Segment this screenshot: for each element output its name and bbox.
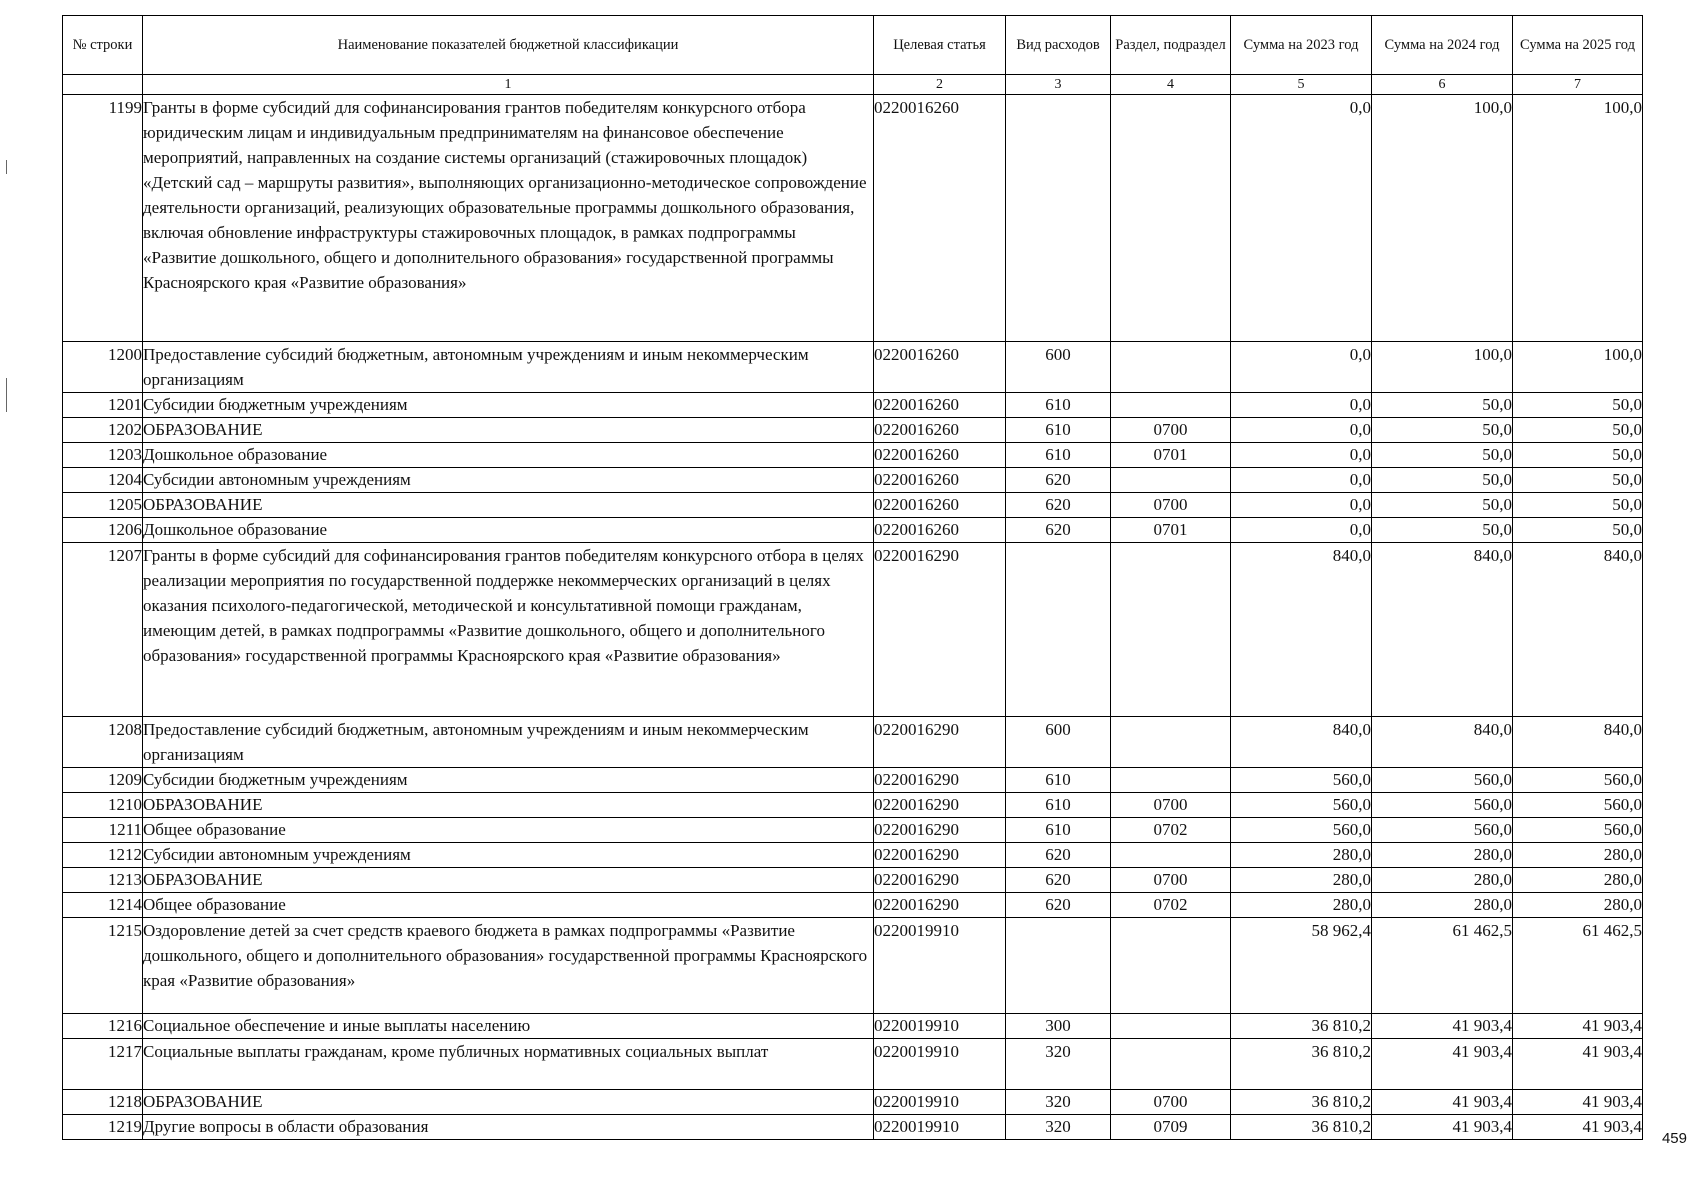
row-number: 1213	[63, 868, 143, 893]
row-sum-2025: 840,0	[1513, 717, 1643, 768]
row-section	[1111, 717, 1231, 768]
row-target-code: 0220019910	[874, 1039, 1006, 1090]
row-target-code: 0220016260	[874, 518, 1006, 543]
row-number: 1215	[63, 918, 143, 1014]
row-section: 0700	[1111, 793, 1231, 818]
row-sum-2025: 41 903,4	[1513, 1090, 1643, 1115]
row-sum-2025: 840,0	[1513, 543, 1643, 717]
row-section	[1111, 342, 1231, 393]
row-name: Социальные выплаты гражданам, кроме публичных нормативных социальных выплат	[143, 1039, 874, 1090]
row-number: 1202	[63, 418, 143, 443]
col-number: 1	[143, 75, 874, 95]
row-target-code: 0220016290	[874, 843, 1006, 868]
row-sum-2023: 0,0	[1231, 393, 1372, 418]
row-section	[1111, 1014, 1231, 1039]
row-sum-2024: 50,0	[1372, 493, 1513, 518]
row-sum-2023: 36 810,2	[1231, 1090, 1372, 1115]
row-sum-2024: 560,0	[1372, 793, 1513, 818]
row-sum-2025: 50,0	[1513, 418, 1643, 443]
row-section: 0701	[1111, 443, 1231, 468]
row-name: Социальное обеспечение и иные выплаты населению	[143, 1014, 874, 1039]
row-name: Субсидии бюджетным учреждениям	[143, 768, 874, 793]
row-number: 1200	[63, 342, 143, 393]
row-kind: 620	[1006, 893, 1111, 918]
row-target-code: 0220019910	[874, 918, 1006, 1014]
row-sum-2023: 560,0	[1231, 793, 1372, 818]
row-sum-2024: 840,0	[1372, 717, 1513, 768]
table-row	[63, 443, 1643, 468]
row-name: Дошкольное образование	[143, 443, 874, 468]
row-name: Другие вопросы в области образования	[143, 1115, 874, 1140]
row-number: 1201	[63, 393, 143, 418]
row-sum-2025: 560,0	[1513, 818, 1643, 843]
col-number: 5	[1231, 75, 1372, 95]
row-sum-2025: 61 462,5	[1513, 918, 1643, 1014]
table-row	[63, 493, 1643, 518]
row-name: Общее образование	[143, 893, 874, 918]
row-target-code: 0220016290	[874, 717, 1006, 768]
row-sum-2023: 0,0	[1231, 342, 1372, 393]
row-sum-2024: 41 903,4	[1372, 1090, 1513, 1115]
row-sum-2025: 41 903,4	[1513, 1115, 1643, 1140]
column-number-row	[63, 75, 1643, 95]
row-kind: 610	[1006, 768, 1111, 793]
row-name: ОБРАЗОВАНИЕ	[143, 793, 874, 818]
row-number: 1211	[63, 818, 143, 843]
row-section	[1111, 1039, 1231, 1090]
row-target-code: 0220019910	[874, 1090, 1006, 1115]
row-sum-2025: 280,0	[1513, 893, 1643, 918]
row-target-code: 0220019910	[874, 1014, 1006, 1039]
row-section	[1111, 543, 1231, 717]
row-name: Оздоровление детей за счет средств краевого бюджета в рамках подпрограммы «Развитие дошкольного, общего и дополнительного образования» государственной программы Красноярского края «Развитие образования»	[143, 918, 874, 1014]
row-sum-2025: 50,0	[1513, 493, 1643, 518]
row-sum-2024: 50,0	[1372, 418, 1513, 443]
row-kind: 610	[1006, 818, 1111, 843]
row-sum-2025: 560,0	[1513, 768, 1643, 793]
row-name: Общее образование	[143, 818, 874, 843]
row-section: 0700	[1111, 418, 1231, 443]
row-sum-2025: 280,0	[1513, 843, 1643, 868]
col-header-sum-2023: Сумма на 2023 год	[1231, 16, 1372, 75]
col-number: 6	[1372, 75, 1513, 95]
row-kind: 620	[1006, 518, 1111, 543]
table-row	[63, 893, 1643, 918]
table-row	[63, 868, 1643, 893]
table-row	[63, 1014, 1643, 1039]
row-sum-2023: 560,0	[1231, 768, 1372, 793]
col-header-row-no: № строки	[63, 16, 143, 75]
row-sum-2023: 840,0	[1231, 717, 1372, 768]
row-section: 0702	[1111, 893, 1231, 918]
row-sum-2023: 280,0	[1231, 843, 1372, 868]
row-kind: 320	[1006, 1115, 1111, 1140]
row-number: 1214	[63, 893, 143, 918]
row-kind: 610	[1006, 418, 1111, 443]
row-sum-2023: 0,0	[1231, 493, 1372, 518]
row-target-code: 0220016290	[874, 893, 1006, 918]
row-sum-2024: 280,0	[1372, 893, 1513, 918]
scan-mark-middle	[6, 378, 7, 412]
table-row	[63, 1039, 1643, 1090]
row-sum-2025: 100,0	[1513, 342, 1643, 393]
row-target-code: 0220016290	[874, 868, 1006, 893]
row-sum-2025: 50,0	[1513, 393, 1643, 418]
row-sum-2024: 560,0	[1372, 818, 1513, 843]
table-row	[63, 95, 1643, 342]
row-name: Предоставление субсидий бюджетным, автономным учреждениям и иным некоммерческим организациям	[143, 717, 874, 768]
row-name: ОБРАЗОВАНИЕ	[143, 868, 874, 893]
row-sum-2024: 560,0	[1372, 768, 1513, 793]
row-sum-2023: 58 962,4	[1231, 918, 1372, 1014]
col-header-sum-2025: Сумма на 2025 год	[1513, 16, 1643, 75]
row-number: 1209	[63, 768, 143, 793]
row-name: Дошкольное образование	[143, 518, 874, 543]
table-row	[63, 843, 1643, 868]
row-number: 1206	[63, 518, 143, 543]
row-sum-2025: 50,0	[1513, 518, 1643, 543]
row-section	[1111, 768, 1231, 793]
table-row	[63, 1115, 1643, 1140]
row-sum-2025: 280,0	[1513, 868, 1643, 893]
row-sum-2023: 0,0	[1231, 443, 1372, 468]
row-sum-2024: 50,0	[1372, 468, 1513, 493]
row-target-code: 0220016260	[874, 342, 1006, 393]
row-sum-2023: 0,0	[1231, 468, 1372, 493]
row-name: ОБРАЗОВАНИЕ	[143, 418, 874, 443]
row-name: Субсидии автономным учреждениям	[143, 468, 874, 493]
budget-sheet	[62, 15, 1642, 1140]
row-kind	[1006, 95, 1111, 342]
row-name: Гранты в форме субсидий для софинансирования грантов победителям конкурсного отбора в целях реализации мероприятия по государственной поддержке некоммерческих организаций в целях оказания психолого-педагогической, методической и консультативной помощи гражданам, имеющим детей, в рамках подпрограммы «Развитие дошкольного, общего и дополнительного образования» государственной программы Красноярского края «Развитие образования»	[143, 543, 874, 717]
row-target-code: 0220016290	[874, 543, 1006, 717]
row-number: 1217	[63, 1039, 143, 1090]
row-sum-2025: 41 903,4	[1513, 1014, 1643, 1039]
table-row	[63, 518, 1643, 543]
row-kind: 600	[1006, 717, 1111, 768]
row-name: ОБРАЗОВАНИЕ	[143, 1090, 874, 1115]
col-number: 7	[1513, 75, 1643, 95]
row-kind: 320	[1006, 1090, 1111, 1115]
row-number: 1203	[63, 443, 143, 468]
table-row	[63, 717, 1643, 768]
row-number: 1212	[63, 843, 143, 868]
row-number: 1207	[63, 543, 143, 717]
row-target-code: 0220016290	[874, 818, 1006, 843]
row-sum-2024: 50,0	[1372, 518, 1513, 543]
col-number: 4	[1111, 75, 1231, 95]
row-target-code: 0220016260	[874, 443, 1006, 468]
col-number: 2	[874, 75, 1006, 95]
row-sum-2023: 36 810,2	[1231, 1115, 1372, 1140]
row-target-code: 0220019910	[874, 1115, 1006, 1140]
row-sum-2024: 50,0	[1372, 393, 1513, 418]
row-target-code: 0220016260	[874, 418, 1006, 443]
table-row	[63, 393, 1643, 418]
row-sum-2023: 36 810,2	[1231, 1039, 1372, 1090]
row-number: 1218	[63, 1090, 143, 1115]
row-kind: 620	[1006, 493, 1111, 518]
row-sum-2023: 36 810,2	[1231, 1014, 1372, 1039]
scan-mark-top	[6, 160, 7, 174]
table-row	[63, 418, 1643, 443]
row-target-code: 0220016260	[874, 95, 1006, 342]
row-section: 0701	[1111, 518, 1231, 543]
table-row	[63, 793, 1643, 818]
row-sum-2023: 0,0	[1231, 95, 1372, 342]
row-kind: 600	[1006, 342, 1111, 393]
col-header-target: Целевая статья	[874, 16, 1006, 75]
row-kind	[1006, 918, 1111, 1014]
row-kind: 620	[1006, 868, 1111, 893]
row-number: 1199	[63, 95, 143, 342]
row-sum-2024: 100,0	[1372, 342, 1513, 393]
table-row	[63, 818, 1643, 843]
row-section	[1111, 393, 1231, 418]
row-kind: 300	[1006, 1014, 1111, 1039]
row-target-code: 0220016260	[874, 493, 1006, 518]
row-section	[1111, 918, 1231, 1014]
row-name: Субсидии автономным учреждениям	[143, 843, 874, 868]
row-sum-2025: 100,0	[1513, 95, 1643, 342]
row-sum-2025: 41 903,4	[1513, 1039, 1643, 1090]
row-sum-2024: 840,0	[1372, 543, 1513, 717]
row-target-code: 0220016260	[874, 468, 1006, 493]
row-sum-2024: 50,0	[1372, 443, 1513, 468]
row-target-code: 0220016290	[874, 793, 1006, 818]
col-header-section: Раздел, подраздел	[1111, 16, 1231, 75]
col-number: 3	[1006, 75, 1111, 95]
row-number: 1204	[63, 468, 143, 493]
row-sum-2023: 0,0	[1231, 418, 1372, 443]
col-header-sum-2024: Сумма на 2024 год	[1372, 16, 1513, 75]
row-number: 1210	[63, 793, 143, 818]
table-row	[63, 468, 1643, 493]
row-section: 0700	[1111, 493, 1231, 518]
row-sum-2024: 41 903,4	[1372, 1039, 1513, 1090]
row-name: Предоставление субсидий бюджетным, автономным учреждениям и иным некоммерческим организациям	[143, 342, 874, 393]
row-section	[1111, 95, 1231, 342]
row-kind: 320	[1006, 1039, 1111, 1090]
row-name: ОБРАЗОВАНИЕ	[143, 493, 874, 518]
row-section: 0700	[1111, 1090, 1231, 1115]
row-target-code: 0220016290	[874, 768, 1006, 793]
col-header-name: Наименование показателей бюджетной классификации	[143, 16, 874, 75]
row-sum-2024: 41 903,4	[1372, 1115, 1513, 1140]
row-sum-2025: 50,0	[1513, 443, 1643, 468]
col-number	[63, 75, 143, 95]
row-sum-2025: 50,0	[1513, 468, 1643, 493]
row-section	[1111, 843, 1231, 868]
row-kind: 610	[1006, 443, 1111, 468]
row-kind: 620	[1006, 843, 1111, 868]
table-row	[63, 768, 1643, 793]
row-sum-2025: 560,0	[1513, 793, 1643, 818]
header-row	[63, 16, 1643, 75]
row-kind: 610	[1006, 393, 1111, 418]
row-sum-2024: 280,0	[1372, 868, 1513, 893]
row-section: 0709	[1111, 1115, 1231, 1140]
table-row	[63, 543, 1643, 717]
row-sum-2024: 280,0	[1372, 843, 1513, 868]
row-sum-2023: 0,0	[1231, 518, 1372, 543]
row-kind	[1006, 543, 1111, 717]
row-sum-2024: 41 903,4	[1372, 1014, 1513, 1039]
row-sum-2023: 560,0	[1231, 818, 1372, 843]
budget-table	[62, 15, 1643, 1140]
row-sum-2024: 61 462,5	[1372, 918, 1513, 1014]
row-sum-2023: 840,0	[1231, 543, 1372, 717]
row-sum-2024: 100,0	[1372, 95, 1513, 342]
row-kind: 620	[1006, 468, 1111, 493]
table-row	[63, 1090, 1643, 1115]
row-target-code: 0220016260	[874, 393, 1006, 418]
row-number: 1219	[63, 1115, 143, 1140]
table-row	[63, 918, 1643, 1014]
page-number: 459	[1661, 1130, 1687, 1147]
row-name: Гранты в форме субсидий для софинансирования грантов победителям конкурсного отбора юридическим лицам и индивидуальным предпринимателям на финансовое обеспечение мероприятий, направленных на создание системы организаций (стажировочных площадок) «Детский сад – маршруты развития», выполняющих организационно-методическое сопровождение деятельности организаций, реализующих образовательные программы дошкольного образования, включая обновление инфраструктуры стажировочных площадок, в рамках подпрограммы «Развитие дошкольного, общего и дополнительного образования» государственной программы Красноярского края «Развитие образования»	[143, 95, 874, 342]
col-header-kind: Вид расходов	[1006, 16, 1111, 75]
row-section	[1111, 468, 1231, 493]
row-number: 1208	[63, 717, 143, 768]
row-number: 1205	[63, 493, 143, 518]
row-section: 0700	[1111, 868, 1231, 893]
row-number: 1216	[63, 1014, 143, 1039]
row-sum-2023: 280,0	[1231, 893, 1372, 918]
table-row	[63, 342, 1643, 393]
row-sum-2023: 280,0	[1231, 868, 1372, 893]
row-kind: 610	[1006, 793, 1111, 818]
row-section: 0702	[1111, 818, 1231, 843]
row-name: Субсидии бюджетным учреждениям	[143, 393, 874, 418]
